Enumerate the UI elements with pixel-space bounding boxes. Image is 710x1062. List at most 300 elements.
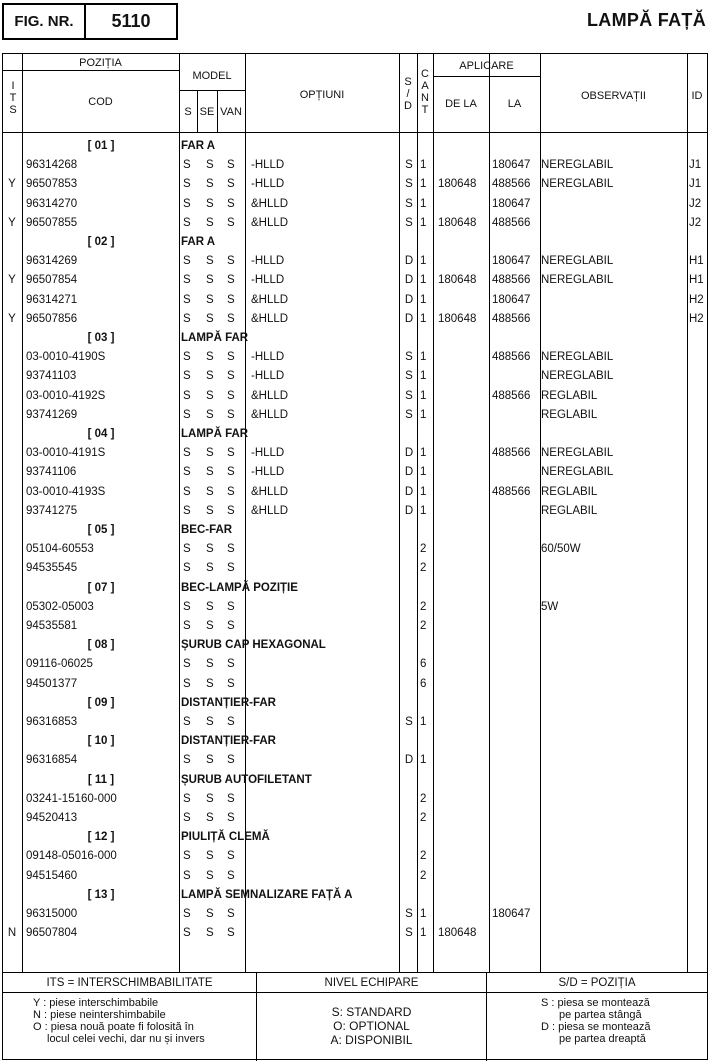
model-van-cell: S [227,620,235,632]
side-cell: S [405,370,413,383]
model-van-cell: S [227,754,235,767]
model-s-cell: S [183,370,191,383]
model-se-cell: S [206,178,214,191]
from-cell: 180648 [438,274,477,287]
observation-cell: REGLABIL [541,504,598,517]
model-s-cell: S [183,197,191,210]
model-se-cell: S [206,293,214,306]
observation-cell: NEREGLABIL [541,351,614,364]
to-cell: 488566 [492,274,531,287]
position-number: [ 07 ] [87,581,115,594]
pozitia-underline [3,70,179,71]
quantity-cell: 1 [420,178,427,191]
model-se-cell: S [206,408,214,421]
model-van-cell: S [227,447,235,460]
model-se-cell: S [206,543,214,556]
part-code: 96314270 [26,197,78,210]
model-van-cell: S [227,485,235,498]
model-se-cell: S [206,754,214,767]
option-cell: &HLLD [251,389,289,402]
model-s-cell: S [183,600,191,613]
side-cell: S [405,908,413,920]
model-se-cell: S [206,927,214,940]
legend-its-title: ITS = INTERSCHIMBABILITATE [3,973,256,993]
part-code: 96314269 [26,255,78,268]
observation-cell: NEREGLABIL [541,370,614,383]
to-cell: 488566 [492,312,531,325]
part-code: 96314268 [26,159,78,172]
model-s-cell: S [183,216,191,229]
model-van-cell: S [227,370,235,383]
part-description: FAR A [181,140,216,152]
position-number: [ 01 ] [87,140,115,152]
model-van-cell: S [227,351,235,364]
quantity-cell: 2 [420,850,427,863]
option-cell: -HLLD [251,255,285,268]
model-se-cell: S [206,447,214,460]
quantity-cell: 1 [420,908,427,920]
from-cell: 180648 [438,178,477,191]
part-code: 94520413 [26,812,78,824]
part-code: 96316853 [26,716,78,728]
part-code: 94501377 [26,677,78,690]
table-row [3,924,707,943]
quantity-cell: 2 [420,812,427,824]
quantity-cell: 2 [420,562,427,575]
side-cell: D [404,312,414,325]
part-code: 09116-06025 [26,658,93,671]
option-cell: -HLLD [251,178,285,191]
model-van-cell: S [227,255,235,268]
quantity-cell: 1 [420,370,427,383]
table-row [3,867,707,886]
legend-footer [3,972,707,1060]
model-se-cell: S [206,677,214,690]
model-s-cell: S [183,351,191,364]
quantity-cell: 6 [420,677,427,690]
table-row [3,502,707,521]
group-header-row [3,771,707,790]
quantity-cell: 1 [420,197,427,210]
position-number: [ 09 ] [87,696,115,709]
its-cell: Y [8,216,16,229]
to-cell: 488566 [492,216,531,229]
model-se-cell: S [206,658,214,671]
legend-sd-title: S/D = POZIȚIA [487,973,707,993]
part-code: 94535581 [26,620,78,632]
header-aplicare: APLICARE [459,60,514,72]
part-code: 93741269 [26,408,78,421]
model-van-cell: S [227,504,235,517]
table-row [3,847,707,866]
model-s-cell: S [183,408,191,421]
model-van-cell: S [227,908,235,920]
quantity-cell: 1 [420,754,427,767]
model-s-cell: S [183,908,191,920]
to-cell: 488566 [492,485,531,498]
part-code: 03241-15160-000 [26,792,117,805]
id-cell: J1 [689,159,702,172]
to-cell: 488566 [492,447,531,460]
option-cell: &HLLD [251,408,289,421]
to-cell: 180647 [492,293,531,306]
side-cell: S [405,408,413,421]
part-code: 93741103 [26,370,77,383]
quantity-cell: 1 [420,312,427,325]
group-header-row [3,732,707,751]
part-code: 09148-05016-000 [26,850,117,863]
model-s-cell: S [183,466,191,479]
model-s-cell: S [183,677,191,690]
to-cell: 488566 [492,351,531,364]
observation-cell: NEREGLABIL [541,466,614,479]
legend-its-line: O : piesa nouă poate fi folosită în [33,1021,194,1033]
model-se-cell: S [206,716,214,728]
table-row [3,598,707,617]
table-row [3,809,707,828]
its-cell: Y [8,312,16,325]
part-description: BEC-LAMPĂ POZIȚIE [181,581,298,594]
legend-nivel-line: A: DISPONIBIL [330,1033,413,1047]
group-header-row [3,521,707,540]
part-description: LAMPĂ SEMNALIZARE FAȚĂ A [181,888,353,901]
model-s-cell: S [183,792,191,805]
its-cell: Y [8,178,16,191]
its-cell: Y [8,274,16,287]
quantity-cell: 1 [420,408,427,421]
table-row [3,387,707,406]
model-s-cell: S [183,389,191,402]
quantity-cell: 1 [420,274,427,287]
group-header-row [3,137,707,156]
id-cell: H1 [689,255,704,268]
quantity-cell: 1 [420,485,427,498]
header-observatii: OBSERVAȚII [580,90,646,102]
model-s-cell: S [183,658,191,671]
part-code: 03-0010-4190S [26,351,106,364]
model-se-cell: S [206,908,214,920]
to-cell: 180647 [492,197,531,210]
table-row [3,156,707,175]
model-van-cell: S [227,389,235,402]
observation-cell: NEREGLABIL [541,178,614,191]
side-cell: D [404,293,414,306]
legend-nivel-line: O: OPTIONAL [333,1019,410,1033]
model-s-cell: S [183,927,191,940]
quantity-cell: 2 [420,869,427,882]
part-description: DISTANȚIER-FAR [181,696,276,709]
model-underline [179,90,245,91]
group-header-row [3,694,707,713]
model-s-cell: S [183,869,191,882]
page-title: LAMPĂ FAȚĂ [587,10,706,30]
model-se-cell: S [206,351,214,364]
table-row [3,790,707,809]
position-number: [ 12 ] [87,831,115,844]
table-row [3,310,707,329]
parts-table [2,53,708,1060]
part-code: 03-0010-4191S [26,447,106,460]
model-van-cell: S [227,658,235,671]
part-code: 05302-05003 [26,600,94,613]
id-cell: H1 [689,274,704,287]
observation-cell: NEREGLABIL [541,159,614,172]
table-row [3,195,707,214]
legend-sd-line: pe partea stângă [559,1009,642,1021]
model-van-cell: S [227,466,235,479]
id-cell: J1 [689,178,702,191]
header-model-s: S [184,106,192,118]
table-row [3,367,707,386]
table-row [3,175,707,194]
side-cell: S [405,927,413,940]
id-cell: J2 [689,197,702,210]
quantity-cell: 1 [420,159,427,172]
part-code: 96507853 [26,178,78,191]
group-header-row [3,886,707,905]
aplicare-underline [433,76,540,77]
model-s-cell: S [183,178,191,191]
side-cell: D [404,504,414,517]
quantity-cell: 2 [420,543,427,556]
model-s-cell: S [183,850,191,863]
position-number: [ 08 ] [87,639,115,652]
quantity-cell: 1 [420,216,427,229]
model-se-cell: S [206,389,214,402]
position-number: [ 04 ] [87,428,115,440]
part-code: 96507856 [26,312,78,325]
legend-its-line: locul celei vechi, dar nu și invers [47,1033,205,1045]
model-van-cell: S [227,543,235,556]
position-number: [ 03 ] [87,332,115,344]
table-row [3,252,707,271]
part-code: 96507854 [26,274,78,287]
model-se-cell: S [206,600,214,613]
model-van-cell: S [227,677,235,690]
position-number: [ 11 ] [87,773,115,786]
part-code: 05104-60553 [26,543,94,556]
group-header-row [3,636,707,655]
model-s-cell: S [183,543,191,556]
model-se-cell: S [206,312,214,325]
id-cell: H2 [689,293,704,306]
quantity-cell: 2 [420,620,427,632]
quantity-cell: 1 [420,716,427,728]
model-s-cell: S [183,620,191,632]
header-optiuni: OPȚIUNI [299,89,345,101]
observation-cell: REGLABIL [541,389,598,402]
model-van-cell: S [227,812,235,824]
table-row [3,540,707,559]
model-s-cell: S [183,159,191,172]
position-number: [ 02 ] [87,236,115,248]
table-row [3,406,707,425]
model-van-cell: S [227,274,235,287]
position-number: [ 13 ] [87,888,115,901]
header-id: ID [691,90,703,102]
part-description: BEC-FAR [181,524,233,536]
header-sd: S / D [404,76,412,112]
header-bottom-line [3,132,707,133]
table-row [3,905,707,924]
legend-sd-line: D : piesa se montează [541,1021,651,1033]
part-description: DISTANȚIER-FAR [181,735,276,748]
observation-cell: REGLABIL [541,485,598,498]
model-van-cell: S [227,293,235,306]
part-description: ȘURUB AUTOFILETANT [181,773,312,786]
table-row [3,675,707,694]
quantity-cell: 1 [420,504,427,517]
option-cell: -HLLD [251,447,285,460]
to-cell: 488566 [492,389,531,402]
part-code: 96316854 [26,754,78,767]
model-se-cell: S [206,504,214,517]
part-description: LAMPĂ FAR [181,332,249,344]
from-cell: 180648 [438,312,477,325]
option-cell: &HLLD [251,197,289,210]
quantity-cell: 1 [420,447,427,460]
table-row [3,559,707,578]
model-se-cell: S [206,869,214,882]
observation-cell: 5W [541,600,559,613]
model-se-cell: S [206,812,214,824]
group-header-row [3,425,707,444]
header-cant: C A N T [421,68,429,116]
observation-cell: NEREGLABIL [541,255,614,268]
model-s-cell: S [183,447,191,460]
header-la: LA [507,98,522,110]
model-se-cell: S [206,620,214,632]
part-code: 03-0010-4193S [26,485,106,498]
quantity-cell: 1 [420,351,427,364]
model-van-cell: S [227,216,235,229]
figure-number: 5110 [111,11,151,31]
model-s-cell: S [183,255,191,268]
model-van-cell: S [227,312,235,325]
header-its: I T S [9,80,17,116]
part-code: 93741275 [26,504,78,517]
side-cell: D [404,466,414,479]
quantity-cell: 2 [420,792,427,805]
model-s-cell: S [183,312,191,325]
option-cell: -HLLD [251,351,285,364]
model-se-cell: S [206,216,214,229]
position-number: [ 10 ] [87,735,115,748]
table-row [3,214,707,233]
legend-sd-line: S : piesa se montează [541,997,650,1009]
header-model: MODEL [192,70,232,82]
legend-nivel [257,973,487,1061]
legend-its-line: N : piese neintershimbabile [33,1009,166,1021]
to-cell: 180647 [492,255,531,268]
quantity-cell: 2 [420,600,427,613]
side-cell: S [405,716,413,728]
model-s-cell: S [183,504,191,517]
side-cell: D [404,754,414,767]
model-van-cell: S [227,197,235,210]
model-se-cell: S [206,792,214,805]
option-cell: &HLLD [251,216,289,229]
option-cell: &HLLD [251,504,289,517]
part-code: 94535545 [26,562,78,575]
option-cell: &HLLD [251,485,289,498]
group-header-row [3,233,707,252]
model-van-cell: S [227,927,235,940]
model-se-cell: S [206,466,214,479]
model-se-cell: S [206,159,214,172]
header-model-van: VAN [220,106,242,118]
model-van-cell: S [227,178,235,191]
side-cell: S [405,389,413,402]
from-cell: 180648 [438,927,477,940]
quantity-cell: 1 [420,389,427,402]
side-cell: D [404,274,414,287]
model-se-cell: S [206,274,214,287]
side-cell: S [405,351,413,364]
group-header-row [3,329,707,348]
header-pozitia: POZIȚIA [79,57,122,69]
id-cell: J2 [689,216,702,229]
header-dela: DE LA [445,98,477,110]
option-cell: -HLLD [251,466,285,479]
model-van-cell: S [227,562,235,575]
observation-cell: NEREGLABIL [541,447,614,460]
from-cell: 180648 [438,216,477,229]
legend-nivel-line: S: STANDARD [331,1005,412,1019]
model-van-cell: S [227,600,235,613]
table-row [3,348,707,367]
part-code: 93741106 [26,466,77,479]
part-code: 03-0010-4192S [26,389,106,402]
model-se-cell: S [206,850,214,863]
legend-nivel-title: NIVEL ECHIPARE [257,973,486,993]
model-s-cell: S [183,274,191,287]
option-cell: -HLLD [251,370,285,383]
side-cell: S [405,178,413,191]
quantity-cell: 1 [420,466,427,479]
to-cell: 180647 [492,159,531,172]
model-s-cell: S [183,716,191,728]
model-s-cell: S [183,562,191,575]
model-van-cell: S [227,869,235,882]
quantity-cell: 1 [420,293,427,306]
quantity-cell: 1 [420,255,427,268]
observation-cell: REGLABIL [541,408,598,421]
model-van-cell: S [227,159,235,172]
table-row [3,271,707,290]
option-cell: -HLLD [251,274,285,287]
legend-its-line: Y : piese interschimbabile [33,997,159,1009]
part-description: FAR A [181,236,216,248]
model-s-cell: S [183,293,191,306]
quantity-cell: 6 [420,658,427,671]
model-van-cell: S [227,408,235,421]
model-se-cell: S [206,255,214,268]
model-van-cell: S [227,716,235,728]
side-cell: S [405,159,413,172]
table-row [3,463,707,482]
model-se-cell: S [206,562,214,575]
position-number: [ 05 ] [87,524,115,536]
part-description: ȘURUB CAP HEXAGONAL [181,639,326,652]
model-van-cell: S [227,850,235,863]
observation-cell: 60/50W [541,543,581,556]
header-model-se: SE [199,106,215,118]
model-s-cell: S [183,812,191,824]
part-code: 96314271 [26,293,78,306]
part-description: LAMPĂ FAR [181,428,249,440]
part-code: 96315000 [26,908,78,920]
